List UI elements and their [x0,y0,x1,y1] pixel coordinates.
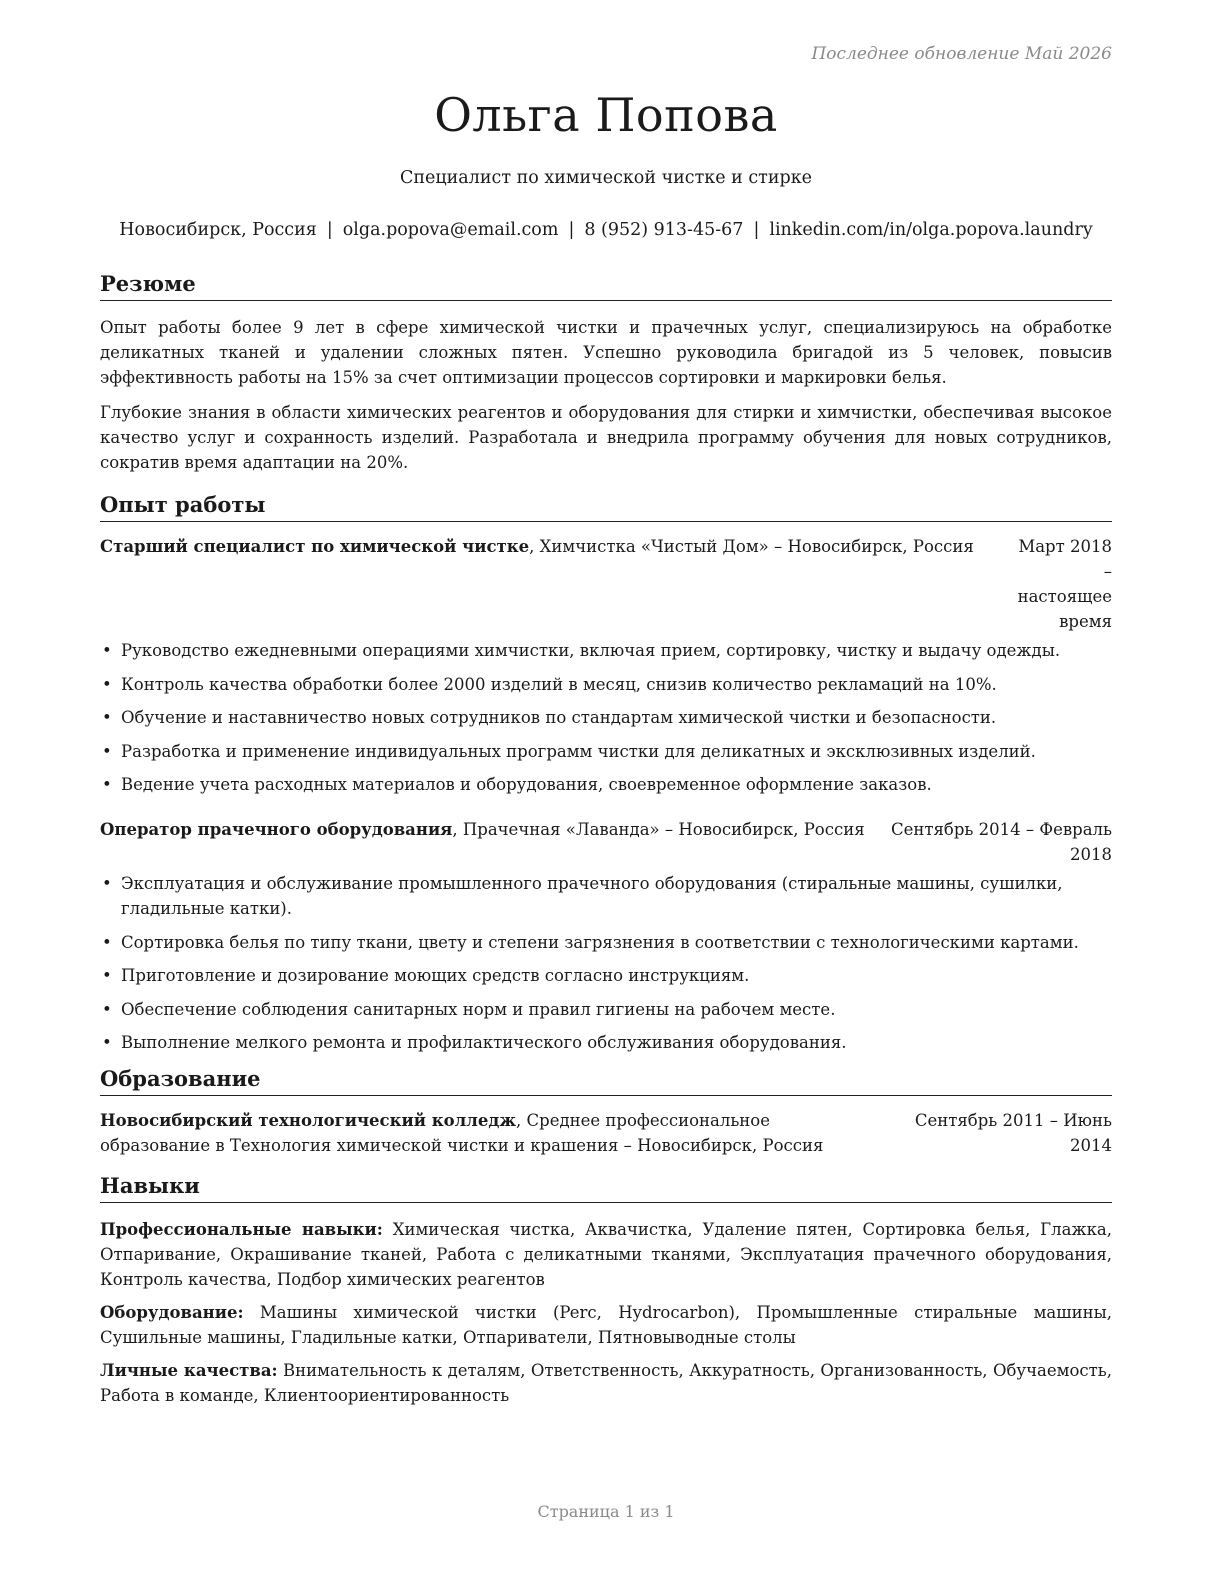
skill-group-text: Химическая чистка, Аквачистка, Удаление пятен, Сортировка белья, Глажка, Отпаривание, Окрашивание тканей, Работа с деликатными тканями, Эксплуатация прачечного оборудования, Контроль качества, Подбор химических реагентов [100,1220,1112,1289]
summary-section [100,270,1112,475]
contact-separator: | [753,220,760,240]
skill-group-label: Профессиональные навыки: [100,1220,383,1239]
education-dates: Сентябрь 2011 – Июнь 2014 [914,1111,1112,1155]
candidate-title: Специалист по химической чистке и стирке [399,168,813,188]
education-entry [100,1108,1112,1158]
contact-phone[interactable]: 8 (952) 913-45-67 [584,220,744,240]
bullet-icon: • [102,641,112,660]
list-item [100,772,1112,797]
skill-group-label: Оборудование: [100,1303,244,1322]
bullet-icon: • [102,1033,112,1052]
contact-separator: | [326,220,333,240]
bullet-icon: • [102,874,112,893]
job-title-line [100,817,872,867]
job-dates: Сентябрь 2014 – Февраль 2018 [891,820,1112,864]
summary-paragraph: Опыт работы более 9 лет в сфере химической чистки и прачечных услуг, специализируюсь на обработке деликатных тканей и удалении сложных пятен. Успешно руководила бригадой из 5 человек, повысив эффективность работы на 15% за счет оптимизации процессов сортировки и маркировки белья. [100,318,1112,387]
skill-group-text: Внимательность к деталям, Ответственность, Аккуратность, Организованность, Обучаемость, Работа в команде, Клиентоориентированность [100,1361,1113,1405]
skill-group [100,1217,1112,1292]
bullet-text: Сортировка белья по типу ткани, цвету и степени загрязнения в соответствии с технологическими картами. [121,932,1079,952]
skill-group [100,1358,1112,1408]
contact-separator: | [568,220,575,240]
contact-line [92,220,1120,240]
job-bullet-list [100,638,1112,797]
bullet-text: Разработка и применение индивидуальных программ чистки для деликатных и эксклюзивных изделий. [121,741,1036,761]
job-header [100,534,1112,634]
skill-group-text: Машины химической чистки (Perc, Hydrocarbon), Промышленные стиральные машины, Сушильные машины, Гладильные катки, Отпариватели, Пятновыводные столы [100,1303,1112,1347]
bullet-text: Контроль качества обработки более 2000 изделий в месяц, снизив количество рекламаций на 10%. [121,674,997,694]
section-heading-skills: Навыки [100,1172,1112,1203]
bullet-icon: • [102,999,112,1019]
job-employer: , Химчистка «Чистый Дом» – Новосибирск, Россия [529,537,974,556]
list-item [100,997,1112,1022]
job-bullet-list [100,871,1112,1055]
job-role: Старший специалист по химической чистке [100,537,530,556]
bullet-icon: • [102,932,112,952]
skills-section [100,1172,1112,1408]
bullet-text: Руководство ежедневными операциями химчистки, включая прием, сортировку, чистку и выдачу одежды. [121,641,1061,660]
job-header [100,817,1112,867]
education-title-line [100,1108,872,1158]
list-item [100,871,1112,921]
bullet-icon: • [102,708,112,727]
bullet-icon: • [102,966,112,985]
skill-group-label: Личные качества: [100,1361,278,1380]
bullet-text: Выполнение мелкого ремонта и профилактического обслуживания оборудования. [121,1033,847,1052]
list-item [100,739,1112,764]
last-updated: Последнее обновление Май 2026 [811,44,1112,64]
bullet-text: Обеспечение соблюдения санитарных норм и правил гигиены на рабочем месте. [121,999,836,1019]
section-heading-experience: Опыт работы [100,491,1112,522]
job-employer: , Прачечная «Лаванда» – Новосибирск, Россия [452,820,865,839]
bullet-icon: • [102,775,112,794]
bullet-icon: • [102,741,112,761]
skill-group [100,1300,1112,1350]
resume-content [100,270,1112,1408]
job-role: Оператор прачечного оборудования [100,820,453,839]
job-entry [100,817,1112,1055]
bullet-text: Обучение и наставничество новых сотрудников по стандартам химической чистки и безопасности. [121,708,997,727]
education-details: , Среднее профессиональное образование в Технология химической чистки и крашения – Новосибирск, Россия [100,1111,824,1155]
candidate-name: Ольга Попова [434,88,778,142]
list-item [100,963,1112,988]
job-title-line [100,534,1010,634]
contact-linkedin[interactable]: linkedin.com/in/olga.popova.laundry [769,220,1093,240]
contact-location: Новосибирск, Россия [119,220,317,240]
resume-page [100,0,1112,1584]
bullet-text: Ведение учета расходных материалов и оборудования, своевременное оформление заказов. [121,775,932,794]
list-item [100,672,1112,697]
bullet-icon: • [102,674,112,694]
list-item [100,1030,1112,1055]
list-item [100,705,1112,730]
section-heading-education: Образование [100,1065,1112,1096]
job-entry [100,534,1112,797]
experience-section [100,491,1112,1055]
section-heading-summary: Резюме [100,270,1112,301]
page-number: Страница 1 из 1 [537,1502,675,1521]
list-item [100,638,1112,663]
education-section [100,1065,1112,1158]
summary-paragraph: Глубокие знания в области химических реагентов и оборудования для стирки и химчистки, обеспечивая высокое качество услуг и сохранность изделий. Разработала и внедрила программу обучения для новых сотрудников, сократив время адаптации на 20%. [100,403,1112,472]
list-item [100,930,1112,955]
bullet-text: Приготовление и дозирование моющих средств согласно инструкциям. [121,966,750,985]
job-dates: Март 2018 – настоящее время [1017,537,1112,631]
education-school: Новосибирский технологический колледж [100,1111,517,1130]
contact-email[interactable]: olga.popova@email.com [342,220,559,240]
bullet-text: Эксплуатация и обслуживание промышленного прачечного оборудования (стиральные машины, сушилки, гладильные катки). [121,874,1063,918]
